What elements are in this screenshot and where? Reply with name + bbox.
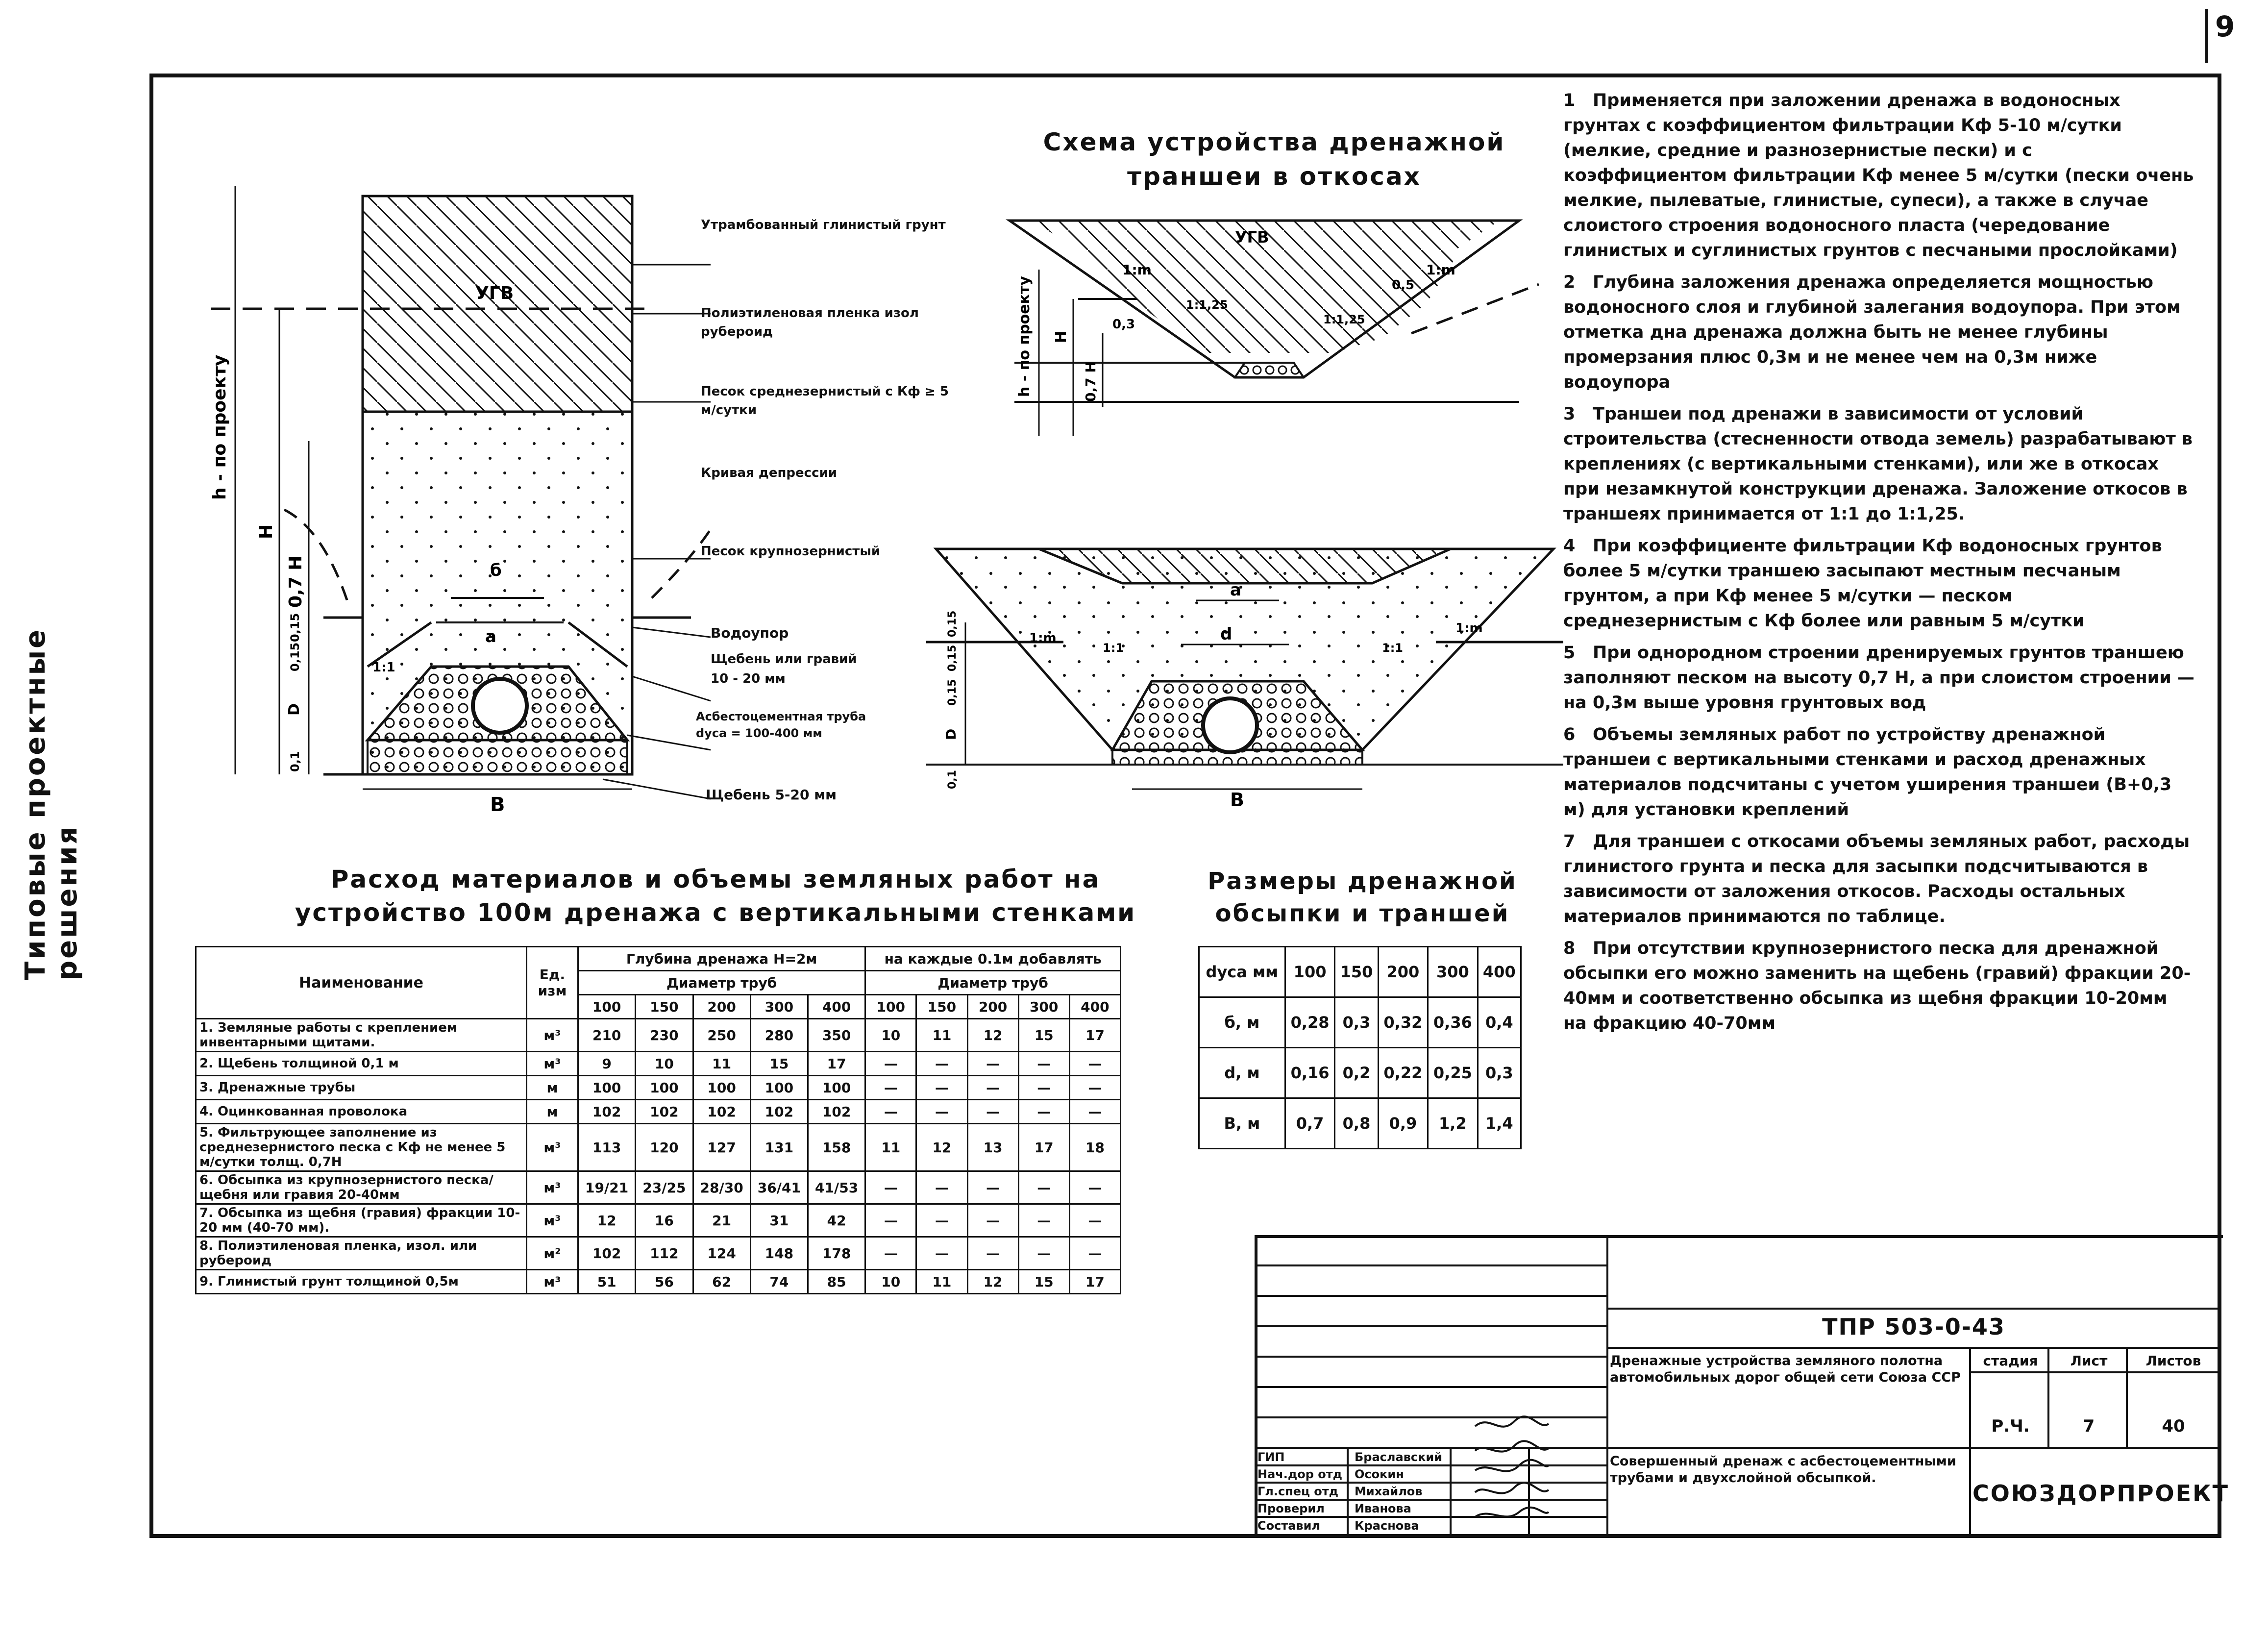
svg-text:0,7 H: 0,7 H xyxy=(286,555,306,608)
note-text: При отсутствии крупнозернистого песка для дренажной обсыпки его можно заменить на щебень (гравий) фракции 20-40мм и соответственно обсыпка из щебня фракции 10-20мм на фракцию 40-70мм xyxy=(1563,939,2191,1033)
side-label: Типовые проектные решения xyxy=(20,627,83,980)
stamp-name: Михайлов xyxy=(1355,1485,1423,1498)
label-sand-coarse: Песок крупнозернистый xyxy=(701,544,881,559)
hatched-soil xyxy=(363,196,632,412)
col-diam-header-2: Диаметр труб xyxy=(865,971,1121,995)
add-value-cell: — xyxy=(865,1204,916,1237)
add-value-cell: — xyxy=(967,1204,1018,1237)
label-gravel: Щебень или гравий 10 - 20 мм xyxy=(711,652,857,686)
row-unit: м xyxy=(527,1076,578,1100)
dims-col-header: 300 xyxy=(1428,947,1478,997)
drain-pipe xyxy=(473,679,527,733)
table-row xyxy=(196,1124,1121,1171)
stamp-name: Осокин xyxy=(1355,1467,1404,1481)
note-number: 5 xyxy=(1563,643,1576,663)
stamp-sheet: 7 xyxy=(2083,1416,2095,1436)
label-aquitard: Водоупор xyxy=(711,625,789,641)
dims-value-cell: 0,7 xyxy=(1285,1098,1334,1149)
add-value-cell: — xyxy=(1069,1237,1120,1270)
dims-value-cell: 0,28 xyxy=(1285,997,1334,1048)
stamp-name: Краснова xyxy=(1355,1519,1419,1533)
dims-value-cell: 0,36 xyxy=(1428,997,1478,1048)
add-value-cell: — xyxy=(1018,1237,1069,1270)
svg-text:0,7 H: 0,7 H xyxy=(1083,361,1099,402)
row-name: 9. Глинистый грунт толщиной 0,5м xyxy=(196,1270,527,1294)
row-unit: м³ xyxy=(527,1171,578,1204)
row-name: 4. Оцинкованная проволока xyxy=(196,1100,527,1124)
dims-value-cell: 0,22 xyxy=(1378,1048,1428,1098)
add-value-cell: 17 xyxy=(1018,1124,1069,1171)
svg-text:1:1: 1:1 xyxy=(1382,641,1403,655)
add-value-cell: — xyxy=(916,1100,967,1124)
dims-row xyxy=(1199,997,1521,1048)
value-cell: 15 xyxy=(750,1052,808,1076)
stamp-sheet-header: Лист xyxy=(2070,1353,2108,1369)
value-cell: 21 xyxy=(693,1204,750,1237)
materials-title-line2: устройство 100м дренажа с вертикальными стенками xyxy=(295,898,1136,927)
value-cell: 31 xyxy=(750,1204,808,1237)
add-value-cell: — xyxy=(865,1100,916,1124)
stamp-code: ТПР 503-0-43 xyxy=(1822,1314,2005,1340)
add-value-cell: — xyxy=(1069,1076,1120,1100)
dims-header-label: dуса мм xyxy=(1199,947,1285,997)
row-unit: м³ xyxy=(527,1019,578,1052)
page-number: 9 xyxy=(2215,10,2235,43)
value-cell: 16 xyxy=(636,1204,693,1237)
add-value-cell: 13 xyxy=(967,1124,1018,1171)
add-value-cell: 18 xyxy=(1069,1124,1120,1171)
row-name: 1. Земляные работы с креплением инвентарными щитами. xyxy=(196,1019,527,1052)
value-cell: 148 xyxy=(750,1237,808,1270)
note-item xyxy=(1563,270,2195,395)
dims-col-header: 400 xyxy=(1478,947,1521,997)
scheme-title: Схема устройства дренажной траншеи в откосах xyxy=(1043,128,1505,191)
stamp-name: Браславский xyxy=(1355,1450,1443,1464)
label-sand-medium: Песок среднезернистый с Кф ≥ 5 м/сутки xyxy=(701,384,949,418)
add-value-cell: — xyxy=(1018,1100,1069,1124)
add-value-cell: — xyxy=(916,1237,967,1270)
dims-row-label: B, м xyxy=(1199,1098,1285,1149)
dims-value-cell: 0,8 xyxy=(1335,1098,1378,1149)
signatures xyxy=(1470,1412,1553,1534)
col-add-header: на каждые 0.1м добавлять xyxy=(865,947,1121,971)
dims-header-row xyxy=(1199,947,1521,997)
dims-col-header: 100 xyxy=(1285,947,1334,997)
note-text: Применяется при заложении дренажа в водоносных грунтах с коэффициентом фильтрации Кф 5-10 м/сутки (мелкие, средние и разнозернистые пески) и с коэффициентом фильтрации Кф менее 5 м/сутки (пески очень мелкие, пылеватые, глинистые, супеси), а также в случае слоистого строения водоносного пласта (чередование глинистых и суглинистых грунтов с песчаными прослойками) xyxy=(1563,91,2194,260)
dims-title-line2: обсыпки и траншей xyxy=(1215,900,1510,927)
row-unit: м³ xyxy=(527,1204,578,1237)
svg-text:УГВ: УГВ xyxy=(1235,228,1269,247)
value-cell: 102 xyxy=(636,1100,693,1124)
dims-table xyxy=(1198,946,1522,1149)
materials-title xyxy=(274,863,1157,929)
add-value-cell: 12 xyxy=(916,1124,967,1171)
add-value-cell: — xyxy=(916,1204,967,1237)
add-value-cell: — xyxy=(967,1171,1018,1204)
add-value-cell: 11 xyxy=(865,1124,916,1171)
dims-value-cell: 0,3 xyxy=(1335,997,1378,1048)
stamp-desc2: Совершенный дренаж с асбестоцементными трубами и двухслойной обсыпкой. xyxy=(1610,1454,1956,1486)
value-cell: 100 xyxy=(636,1076,693,1100)
col-depth-header: Глубина дренажа H=2м xyxy=(578,947,865,971)
note-number: 7 xyxy=(1563,832,1576,851)
svg-text:d: d xyxy=(1220,624,1233,644)
table-row xyxy=(196,1076,1121,1100)
row-unit: м³ xyxy=(527,1270,578,1294)
note-item xyxy=(1563,402,2195,527)
svg-text:B: B xyxy=(490,793,505,814)
dims-col-header: 150 xyxy=(1335,947,1378,997)
value-cell: 100 xyxy=(750,1076,808,1100)
value-cell: 56 xyxy=(636,1270,693,1294)
value-cell: 10 xyxy=(636,1052,693,1076)
stamp-stage-header: стадия xyxy=(1983,1353,2038,1369)
svg-text:D: D xyxy=(943,728,959,740)
row-name: 3. Дренажные трубы xyxy=(196,1076,527,1100)
value-cell: 100 xyxy=(808,1076,865,1100)
table-row xyxy=(196,1019,1121,1052)
diameter-header-cell: 400 xyxy=(1069,995,1120,1019)
add-value-cell: — xyxy=(1018,1171,1069,1204)
add-value-cell: — xyxy=(1069,1100,1120,1124)
stamp-name: Иванова xyxy=(1355,1502,1411,1515)
dims-row xyxy=(1199,1048,1521,1098)
row-name: 2. Щебень толщиной 0,1 м xyxy=(196,1052,527,1076)
add-value-cell: — xyxy=(1069,1204,1120,1237)
dims-value-cell: 0,32 xyxy=(1378,997,1428,1048)
value-cell: 250 xyxy=(693,1019,750,1052)
value-cell: 350 xyxy=(808,1019,865,1052)
dims-value-cell: 0,4 xyxy=(1478,997,1521,1048)
value-cell: 42 xyxy=(808,1204,865,1237)
value-cell: 102 xyxy=(750,1100,808,1124)
note-number: 3 xyxy=(1563,404,1576,424)
note-text: Объемы земляных работ по устройству дренажной траншеи с вертикальными стенками и расход дренажных материалов подсчитаны с учетом уширения траншеи (B+0,3 м) для установки креплений xyxy=(1563,725,2172,819)
add-value-cell: — xyxy=(916,1076,967,1100)
ugv-label: УГВ xyxy=(475,283,514,303)
add-value-cell: — xyxy=(967,1052,1018,1076)
svg-text:H: H xyxy=(256,524,276,539)
value-cell: 124 xyxy=(693,1237,750,1270)
label-soil: Утрамбованный глинистый грунт xyxy=(701,218,946,232)
dims-value-cell: 0,25 xyxy=(1428,1048,1478,1098)
dims-row-label: d, м xyxy=(1199,1048,1285,1098)
stamp-role: Гл.спец отд xyxy=(1257,1485,1338,1498)
value-cell: 17 xyxy=(808,1052,865,1076)
add-value-cell: — xyxy=(1018,1052,1069,1076)
notes-list xyxy=(1563,88,2195,1043)
svg-text:0,3: 0,3 xyxy=(1112,317,1135,332)
stamp-desc1: Дренажные устройства земляного полотна автомобильных дорог общей сети Союза ССР xyxy=(1610,1353,1961,1385)
stamp-role: Проверил xyxy=(1257,1502,1325,1515)
note-number: 2 xyxy=(1563,273,1576,292)
col-unit-header: Ед. изм xyxy=(527,947,578,1019)
label-gravel2: Щебень 5-20 мм xyxy=(706,787,837,803)
add-value-cell: 11 xyxy=(916,1270,967,1294)
add-value-cell: — xyxy=(865,1076,916,1100)
add-value-cell: 11 xyxy=(916,1019,967,1052)
value-cell: 100 xyxy=(693,1076,750,1100)
col-name-header: Наименование xyxy=(196,947,527,1019)
add-value-cell: 15 xyxy=(1018,1019,1069,1052)
svg-text:1:1: 1:1 xyxy=(1103,641,1124,655)
note-item xyxy=(1563,88,2195,263)
add-value-cell: — xyxy=(1018,1076,1069,1100)
value-cell: 112 xyxy=(636,1237,693,1270)
stamp-sheets-header: Листов xyxy=(2145,1353,2201,1369)
row-name: 6. Обсыпка из крупнозернистого песка/щебня или гравия 20-40мм xyxy=(196,1171,527,1204)
value-cell: 113 xyxy=(578,1124,636,1171)
note-number: 1 xyxy=(1563,91,1576,110)
table-row xyxy=(196,1052,1121,1076)
dims-value-cell: 0,16 xyxy=(1285,1048,1334,1098)
add-value-cell: 12 xyxy=(967,1270,1018,1294)
value-cell: 12 xyxy=(578,1204,636,1237)
value-cell: 102 xyxy=(578,1100,636,1124)
add-value-cell: — xyxy=(916,1171,967,1204)
value-cell: 41/53 xyxy=(808,1171,865,1204)
svg-text:0,15: 0,15 xyxy=(946,644,959,671)
add-value-cell: — xyxy=(967,1100,1018,1124)
row-unit: м xyxy=(527,1100,578,1124)
note-text: Для траншеи с откосами объемы земляных работ, расходы глинистого грунта и песка для засыпки подсчитываются в зависимости от заложения откосов. Расходы остальных материалов принимаются по таблице. xyxy=(1563,832,2190,926)
diameter-header-cell: 150 xyxy=(636,995,693,1019)
value-cell: 11 xyxy=(693,1052,750,1076)
svg-text:a: a xyxy=(1230,580,1241,600)
value-cell: 28/30 xyxy=(693,1171,750,1204)
stamp-role: ГИП xyxy=(1257,1450,1285,1464)
svg-text:0,15: 0,15 xyxy=(946,610,959,637)
svg-text:1:m: 1:m xyxy=(1122,262,1152,278)
value-cell: 23/25 xyxy=(636,1171,693,1204)
table-row xyxy=(196,1171,1121,1204)
diameter-header-cell: 400 xyxy=(808,995,865,1019)
add-value-cell: 17 xyxy=(1069,1019,1120,1052)
dims-title xyxy=(1186,865,1539,930)
diameter-header-cell: 150 xyxy=(916,995,967,1019)
svg-text:0,15: 0,15 xyxy=(288,642,302,671)
note-text: Траншеи под дренажи в зависимости от условий строительства (стесненности отвода земель) разрабатывают в креплениях (с вертикальными стенками), или же в откосах при незамкнутой конструкции дренажа. Заложение откосов в траншеях принимается от 1:1 до 1:1,25. xyxy=(1563,404,2193,524)
dims-value-cell: 0,3 xyxy=(1478,1048,1521,1098)
svg-text:a: a xyxy=(485,627,496,646)
row-name: 8. Полиэтиленовая пленка, изол. или рубероид xyxy=(196,1237,527,1270)
value-cell: 102 xyxy=(578,1237,636,1270)
value-cell: 120 xyxy=(636,1124,693,1171)
svg-text:0,1: 0,1 xyxy=(946,770,959,789)
dims-value-cell: 1,2 xyxy=(1428,1098,1478,1149)
add-value-cell: 12 xyxy=(967,1019,1018,1052)
add-value-cell: 10 xyxy=(865,1019,916,1052)
svg-text:h - по проекту: h - по проекту xyxy=(1016,276,1033,397)
row-name: 7. Обсыпка из щебня (гравия) фракции 10-20 мм (40-70 мм). xyxy=(196,1204,527,1237)
value-cell: 74 xyxy=(750,1270,808,1294)
label-film: Полиэтиленовая пленка изол рубероид xyxy=(701,306,919,339)
stamp-sheets: 40 xyxy=(2162,1416,2185,1436)
value-cell: 102 xyxy=(693,1100,750,1124)
svg-text:1:m: 1:m xyxy=(1455,621,1483,636)
note-text: При коэффициенте фильтрации Кф водоносных грунтов более 5 м/сутки траншею засыпают местным песчаным грунтом, а при Кф менее 5 м/сутки — песком среднезернистым с Кф более или равным 5 м/сутки xyxy=(1563,536,2162,631)
note-item xyxy=(1563,641,2195,716)
note-item xyxy=(1563,722,2195,822)
diameter-header-cell: 200 xyxy=(967,995,1018,1019)
dims-value-cell: 0,9 xyxy=(1378,1098,1428,1149)
stamp-org: СОЮЗДОРПРОЕКТ xyxy=(1972,1480,2230,1507)
add-value-cell: 17 xyxy=(1069,1270,1120,1294)
value-cell: 100 xyxy=(578,1076,636,1100)
add-value-cell: 15 xyxy=(1018,1270,1069,1294)
add-value-cell: — xyxy=(865,1052,916,1076)
dims-row-label: б, м xyxy=(1199,997,1285,1048)
value-cell: 62 xyxy=(693,1270,750,1294)
diameter-header-cell: 300 xyxy=(1018,995,1069,1019)
dims-col-header: 200 xyxy=(1378,947,1428,997)
materials-table xyxy=(195,946,1121,1294)
row-unit: м³ xyxy=(527,1052,578,1076)
row-name: 5. Фильтрующее заполнение из среднезернистого песка с Кф не менее 5 м/сутки толщ. 0,7H xyxy=(196,1124,527,1171)
note-item xyxy=(1563,936,2195,1036)
value-cell: 9 xyxy=(578,1052,636,1076)
add-value-cell: — xyxy=(967,1237,1018,1270)
value-cell: 280 xyxy=(750,1019,808,1052)
add-value-cell: — xyxy=(1018,1204,1069,1237)
table-row xyxy=(196,1270,1121,1294)
right-bottom-section xyxy=(926,534,1563,809)
svg-text:1:1,25: 1:1,25 xyxy=(1323,313,1365,326)
note-item xyxy=(1563,829,2195,929)
row-unit: м³ xyxy=(527,1124,578,1171)
stamp-role: Составил xyxy=(1257,1519,1321,1533)
diameter-header-cell: 200 xyxy=(693,995,750,1019)
svg-text:B: B xyxy=(1230,789,1244,809)
dims-row xyxy=(1199,1098,1521,1149)
diameter-header-cell: 100 xyxy=(865,995,916,1019)
value-cell: 158 xyxy=(808,1124,865,1171)
value-cell: 85 xyxy=(808,1270,865,1294)
note-number: 8 xyxy=(1563,939,1576,958)
value-cell: 131 xyxy=(750,1124,808,1171)
add-value-cell: — xyxy=(916,1052,967,1076)
right-top-section xyxy=(970,211,1558,441)
row-unit: м² xyxy=(527,1237,578,1270)
table-row xyxy=(196,1237,1121,1270)
svg-text:h - по проекту: h - по проекту xyxy=(210,354,230,500)
svg-text:0,1: 0,1 xyxy=(288,751,302,772)
svg-text:D: D xyxy=(286,703,303,716)
svg-text:1:1: 1:1 xyxy=(372,660,395,675)
svg-text:0,5: 0,5 xyxy=(1392,278,1415,293)
diameter-header-cell: 300 xyxy=(750,995,808,1019)
table-row xyxy=(196,1100,1121,1124)
stamp-stage: Р.Ч. xyxy=(1991,1416,2030,1436)
svg-text:H: H xyxy=(1053,330,1070,343)
dims-value-cell: 1,4 xyxy=(1478,1098,1521,1149)
materials-title-line1: Расход материалов и объемы земляных работ на xyxy=(330,865,1101,893)
value-cell: 127 xyxy=(693,1124,750,1171)
add-value-cell: — xyxy=(1069,1052,1120,1076)
svg-text:б: б xyxy=(490,561,502,580)
value-cell: 36/41 xyxy=(750,1171,808,1204)
diameter-header-cell: 100 xyxy=(578,995,636,1019)
value-cell: 210 xyxy=(578,1019,636,1052)
add-value-cell: — xyxy=(967,1076,1018,1100)
page-number-bar xyxy=(2205,9,2208,63)
note-item xyxy=(1563,534,2195,634)
col-diam-header: Диаметр труб xyxy=(578,971,865,995)
value-cell: 51 xyxy=(578,1270,636,1294)
value-cell: 102 xyxy=(808,1100,865,1124)
note-text: При однородном строении дренируемых грунтов траншею заполняют песком на высоту 0,7 H, а при слоистом строении — на 0,3м выше уровня грунтовых вод xyxy=(1563,643,2194,713)
value-cell: 19/21 xyxy=(578,1171,636,1204)
stamp-role: Нач.дор отд xyxy=(1257,1467,1343,1481)
table-row xyxy=(196,1204,1121,1237)
note-number: 4 xyxy=(1563,536,1576,556)
svg-text:1:1,25: 1:1,25 xyxy=(1186,298,1228,312)
add-value-cell: 10 xyxy=(865,1270,916,1294)
label-pipe: Асбестоцементная труба dуса = 100-400 мм xyxy=(696,710,866,740)
svg-text:0,15: 0,15 xyxy=(946,679,959,706)
note-number: 6 xyxy=(1563,725,1576,744)
value-cell: 178 xyxy=(808,1237,865,1270)
svg-text:1:m: 1:m xyxy=(1426,262,1455,278)
dims-value-cell: 0,2 xyxy=(1335,1048,1378,1098)
note-text: Глубина заложения дренажа определяется мощностью водоносного слоя и глубиной залегания водоупора. При этом отметка дна дренажа должна быть не менее глубины промерзания плюс 0,3м и не менее чем на 0,3м ниже водоупора xyxy=(1563,273,2181,392)
add-value-cell: — xyxy=(1069,1171,1120,1204)
dims-title-line1: Размеры дренажной xyxy=(1208,868,1517,895)
label-depression: Кривая депрессии xyxy=(701,466,837,480)
add-value-cell: — xyxy=(865,1171,916,1204)
value-cell: 230 xyxy=(636,1019,693,1052)
svg-text:1:m: 1:m xyxy=(1029,631,1057,645)
svg-text:0,15: 0,15 xyxy=(288,613,302,642)
add-value-cell: — xyxy=(865,1237,916,1270)
